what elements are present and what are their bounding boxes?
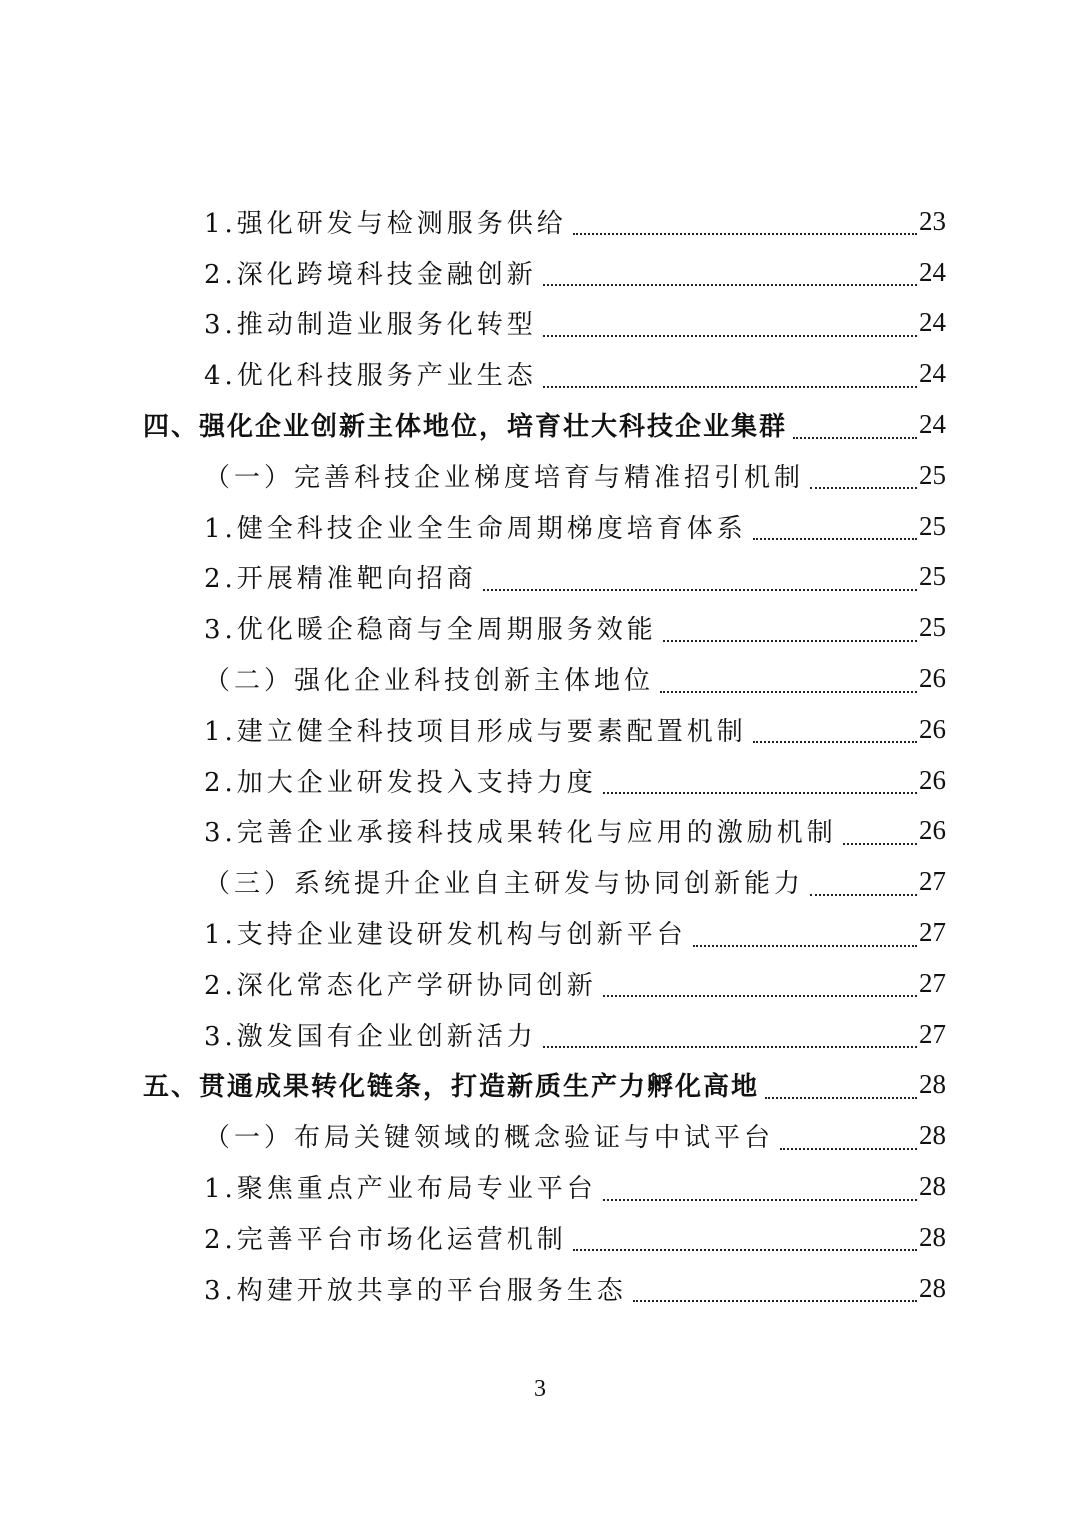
toc-entry-page: 28	[919, 1120, 946, 1151]
toc-item-entry[interactable]	[0, 501, 1080, 552]
toc-dot-leader	[660, 691, 917, 693]
toc-item-entry[interactable]	[0, 1212, 1080, 1263]
toc-dot-leader	[603, 1199, 917, 1201]
toc-entry-page: 25	[919, 510, 946, 541]
toc-item-entry[interactable]	[0, 1009, 1080, 1060]
toc-chapter-entry[interactable]	[0, 399, 1080, 450]
toc-item-entry[interactable]	[0, 348, 1080, 399]
toc-dot-leader	[810, 487, 917, 489]
toc-entry-page: 27	[919, 967, 946, 998]
toc-dot-leader	[603, 792, 917, 794]
toc-dot-leader	[810, 894, 917, 896]
toc-dot-leader	[483, 589, 917, 591]
toc-entry-page: 24	[919, 256, 946, 287]
toc-item-entry[interactable]	[0, 196, 1080, 247]
toc-entry-page: 26	[919, 815, 946, 846]
toc-entry-title: （一）完善科技企业梯度培育与精准招引机制	[204, 462, 805, 493]
toc-dot-leader	[573, 1249, 917, 1251]
toc-item-entry[interactable]	[0, 958, 1080, 1009]
toc-entry-title: （二）强化企业科技创新主体地位	[204, 666, 655, 697]
page-number: 3	[534, 1376, 546, 1402]
toc-entry-page: 25	[919, 612, 946, 643]
toc-entry-title: （一）布局关键领域的概念验证与中试平台	[204, 1123, 775, 1154]
toc-entry-page: 24	[919, 409, 946, 440]
table-of-contents	[0, 196, 1080, 1314]
toc-dot-leader	[693, 945, 917, 947]
toc-item-entry[interactable]	[0, 1263, 1080, 1314]
toc-entry-title: 1.建立健全科技项目形成与要素配置机制	[204, 716, 747, 747]
toc-entry-title: 3.构建开放共享的平台服务生态	[204, 1275, 627, 1306]
toc-entry-title: 1.支持企业建设研发机构与创新平台	[204, 920, 687, 951]
toc-dot-leader	[793, 437, 917, 439]
toc-dot-leader	[843, 843, 917, 845]
toc-entry-title: 五、贯通成果转化链条，打造新质生产力孵化高地	[143, 1072, 760, 1103]
toc-item-entry[interactable]	[0, 704, 1080, 755]
toc-entry-page: 25	[919, 561, 946, 592]
toc-dot-leader	[753, 741, 917, 743]
toc-dot-leader	[633, 1300, 917, 1302]
toc-entry-page: 26	[919, 764, 946, 795]
toc-entry-title: 3.推动制造业服务化转型	[204, 310, 537, 341]
toc-item-entry[interactable]	[0, 552, 1080, 603]
toc-entry-title: 2.开展精准靶向招商	[204, 564, 477, 595]
toc-entry-page: 24	[919, 307, 946, 338]
toc-entry-page: 26	[919, 663, 946, 694]
toc-entry-title: 2.深化常态化产学研协同创新	[204, 970, 597, 1001]
toc-entry-title: 2.深化跨境科技金融创新	[204, 259, 537, 290]
toc-dot-leader	[780, 1148, 917, 1150]
toc-entry-page: 25	[919, 459, 946, 490]
toc-entry-title: 3.激发国有企业创新活力	[204, 1021, 537, 1052]
toc-entry-title: 3.完善企业承接科技成果转化与应用的激励机制	[204, 818, 837, 849]
toc-item-entry[interactable]	[0, 755, 1080, 806]
toc-dot-leader	[663, 640, 917, 642]
toc-item-entry[interactable]	[0, 247, 1080, 298]
toc-entry-page: 26	[919, 713, 946, 744]
toc-entry-title: 2.加大企业研发投入支持力度	[204, 767, 597, 798]
toc-entry-title: 3.优化暖企稳商与全周期服务效能	[204, 615, 657, 646]
toc-entry-title: 1.强化研发与检测服务供给	[204, 208, 567, 239]
toc-section-entry[interactable]	[0, 856, 1080, 907]
toc-item-entry[interactable]	[0, 298, 1080, 349]
toc-entry-title: 4.优化科技服务产业生态	[204, 361, 537, 392]
toc-item-entry[interactable]	[0, 806, 1080, 857]
toc-entry-title: 1.聚焦重点产业布局专业平台	[204, 1174, 597, 1205]
toc-section-entry[interactable]	[0, 1110, 1080, 1161]
toc-entry-page: 27	[919, 917, 946, 948]
toc-dot-leader	[543, 1046, 917, 1048]
toc-entry-title: （三）系统提升企业自主研发与协同创新能力	[204, 869, 805, 900]
toc-entry-page: 23	[919, 205, 946, 236]
toc-entry-page: 28	[919, 1272, 946, 1303]
toc-item-entry[interactable]	[0, 602, 1080, 653]
toc-dot-leader	[543, 335, 917, 337]
toc-section-entry[interactable]	[0, 450, 1080, 501]
toc-dot-leader	[573, 233, 917, 235]
toc-item-entry[interactable]	[0, 1161, 1080, 1212]
toc-dot-leader	[765, 1097, 917, 1099]
toc-dot-leader	[543, 386, 917, 388]
toc-chapter-entry[interactable]	[0, 1060, 1080, 1111]
toc-entry-page: 27	[919, 866, 946, 897]
toc-entry-page: 24	[919, 358, 946, 389]
toc-entry-title: 1.健全科技企业全生命周期梯度培育体系	[204, 513, 747, 544]
toc-dot-leader	[543, 284, 917, 286]
toc-entry-title: 四、强化企业创新主体地位，培育壮大科技企业集群	[143, 412, 788, 443]
toc-item-entry[interactable]	[0, 907, 1080, 958]
toc-entry-page: 28	[919, 1171, 946, 1202]
toc-entry-title: 2.完善平台市场化运营机制	[204, 1224, 567, 1255]
toc-entry-page: 28	[919, 1069, 946, 1100]
toc-entry-page: 27	[919, 1018, 946, 1049]
toc-section-entry[interactable]	[0, 653, 1080, 704]
toc-dot-leader	[753, 538, 917, 540]
toc-entry-page: 28	[919, 1221, 946, 1252]
toc-dot-leader	[603, 995, 917, 997]
